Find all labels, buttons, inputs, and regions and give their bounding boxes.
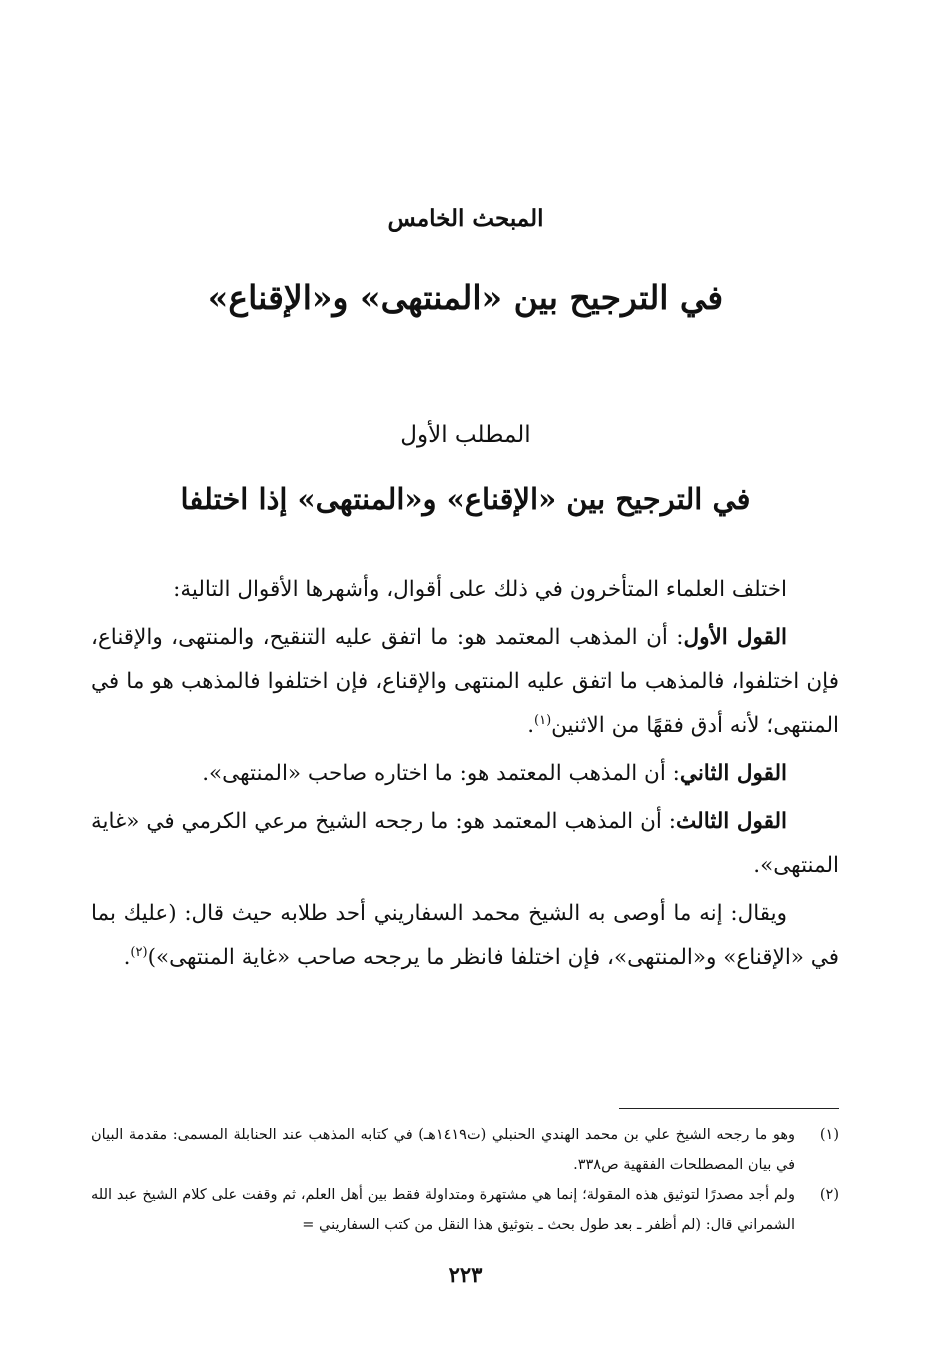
footnote-separator [619,1108,839,1109]
footnote-1-text: وهو ما رجحه الشيخ علي بن محمد الهندي الحنبلي (ت١٤١٩هـ) في كتابه المذهب عند الحنابلة المسمى: مقدمة البيان في بيان المصطلحات الفقهية ص٣٣٨. [91,1127,795,1173]
closing-text: ويقال: إنه ما أوصى به الشيخ محمد السفاريني أحد طلابه حيث قال: (عليك بما في «الإقناع» و«المنتهى»، فإن اختلفا فانظر ما يرجحه صاحب «غاية المنتهى») [91,901,839,970]
chapter-title: في الترجيح بين «المنتهى» و«الإقناع» [207,278,724,317]
subsection-heading: المطلب الأول [400,422,531,448]
opinion-3-paragraph [91,800,839,888]
footnote-1 [91,1120,839,1180]
section-heading: المبحث الخامس [387,205,544,232]
opinion-3-text: : أن المذهب المعتمد هو: ما رجحه الشيخ مرعي الكرمي في «غاية المنتهى». [91,809,839,878]
opinion-1-paragraph [91,616,839,748]
opinion-3-label: القول الثالث [676,809,787,834]
footnote-ref-1: (١) [534,712,552,728]
subsection-title: في الترجيح بين «الإقناع» و«المنتهى» إذا اختلفا [180,482,751,516]
opinion-2-label: القول الثاني [679,761,787,786]
intro-paragraph: اختلف العلماء المتأخرون في ذلك على أقوال، وأشهرها الأقوال التالية: [173,577,787,602]
page-number: ٢٢٣ [448,1262,483,1287]
opinion-2-paragraph [91,752,839,796]
footnote-ref-2: (٢) [130,944,148,960]
closing-paragraph [91,892,839,980]
main-text [91,568,839,984]
opinion-1-end: . [527,713,535,738]
footnote-2-text: ولم أجد مصدرًا لتوثيق هذه المقولة؛ إنما هي مشتهرة ومتداولة فقط بين أهل العلم، ثم وقفت على كلام الشيخ عبد الله الشمراني قال: (لم أظفر ـ بعد طول بحث ـ بتوثيق هذا النقل من كتب السفاريني = [91,1187,795,1233]
footnote-2-number: (٢) [819,1187,839,1203]
opinion-1-text: : أن المذهب المعتمد هو: ما اتفق عليه التنقيح، والمنتهى، والإقناع، فإن اختلفوا، فالمذهب ما اتفق عليه المنتهى والإقناع، فإن اختلفوا فالمذهب هو ما في المنتهى؛ لأنه أدق فقهًا من الاثنين [91,625,839,738]
footnote-1-number: (١) [819,1127,839,1143]
footnotes [91,1120,839,1240]
opinion-2-text: : أن المذهب المعتمد هو: ما اختاره صاحب «المنتهى». [202,761,680,786]
footnote-2 [91,1180,839,1240]
closing-end: . [123,945,131,970]
opinion-1-label: القول الأول [683,625,788,650]
